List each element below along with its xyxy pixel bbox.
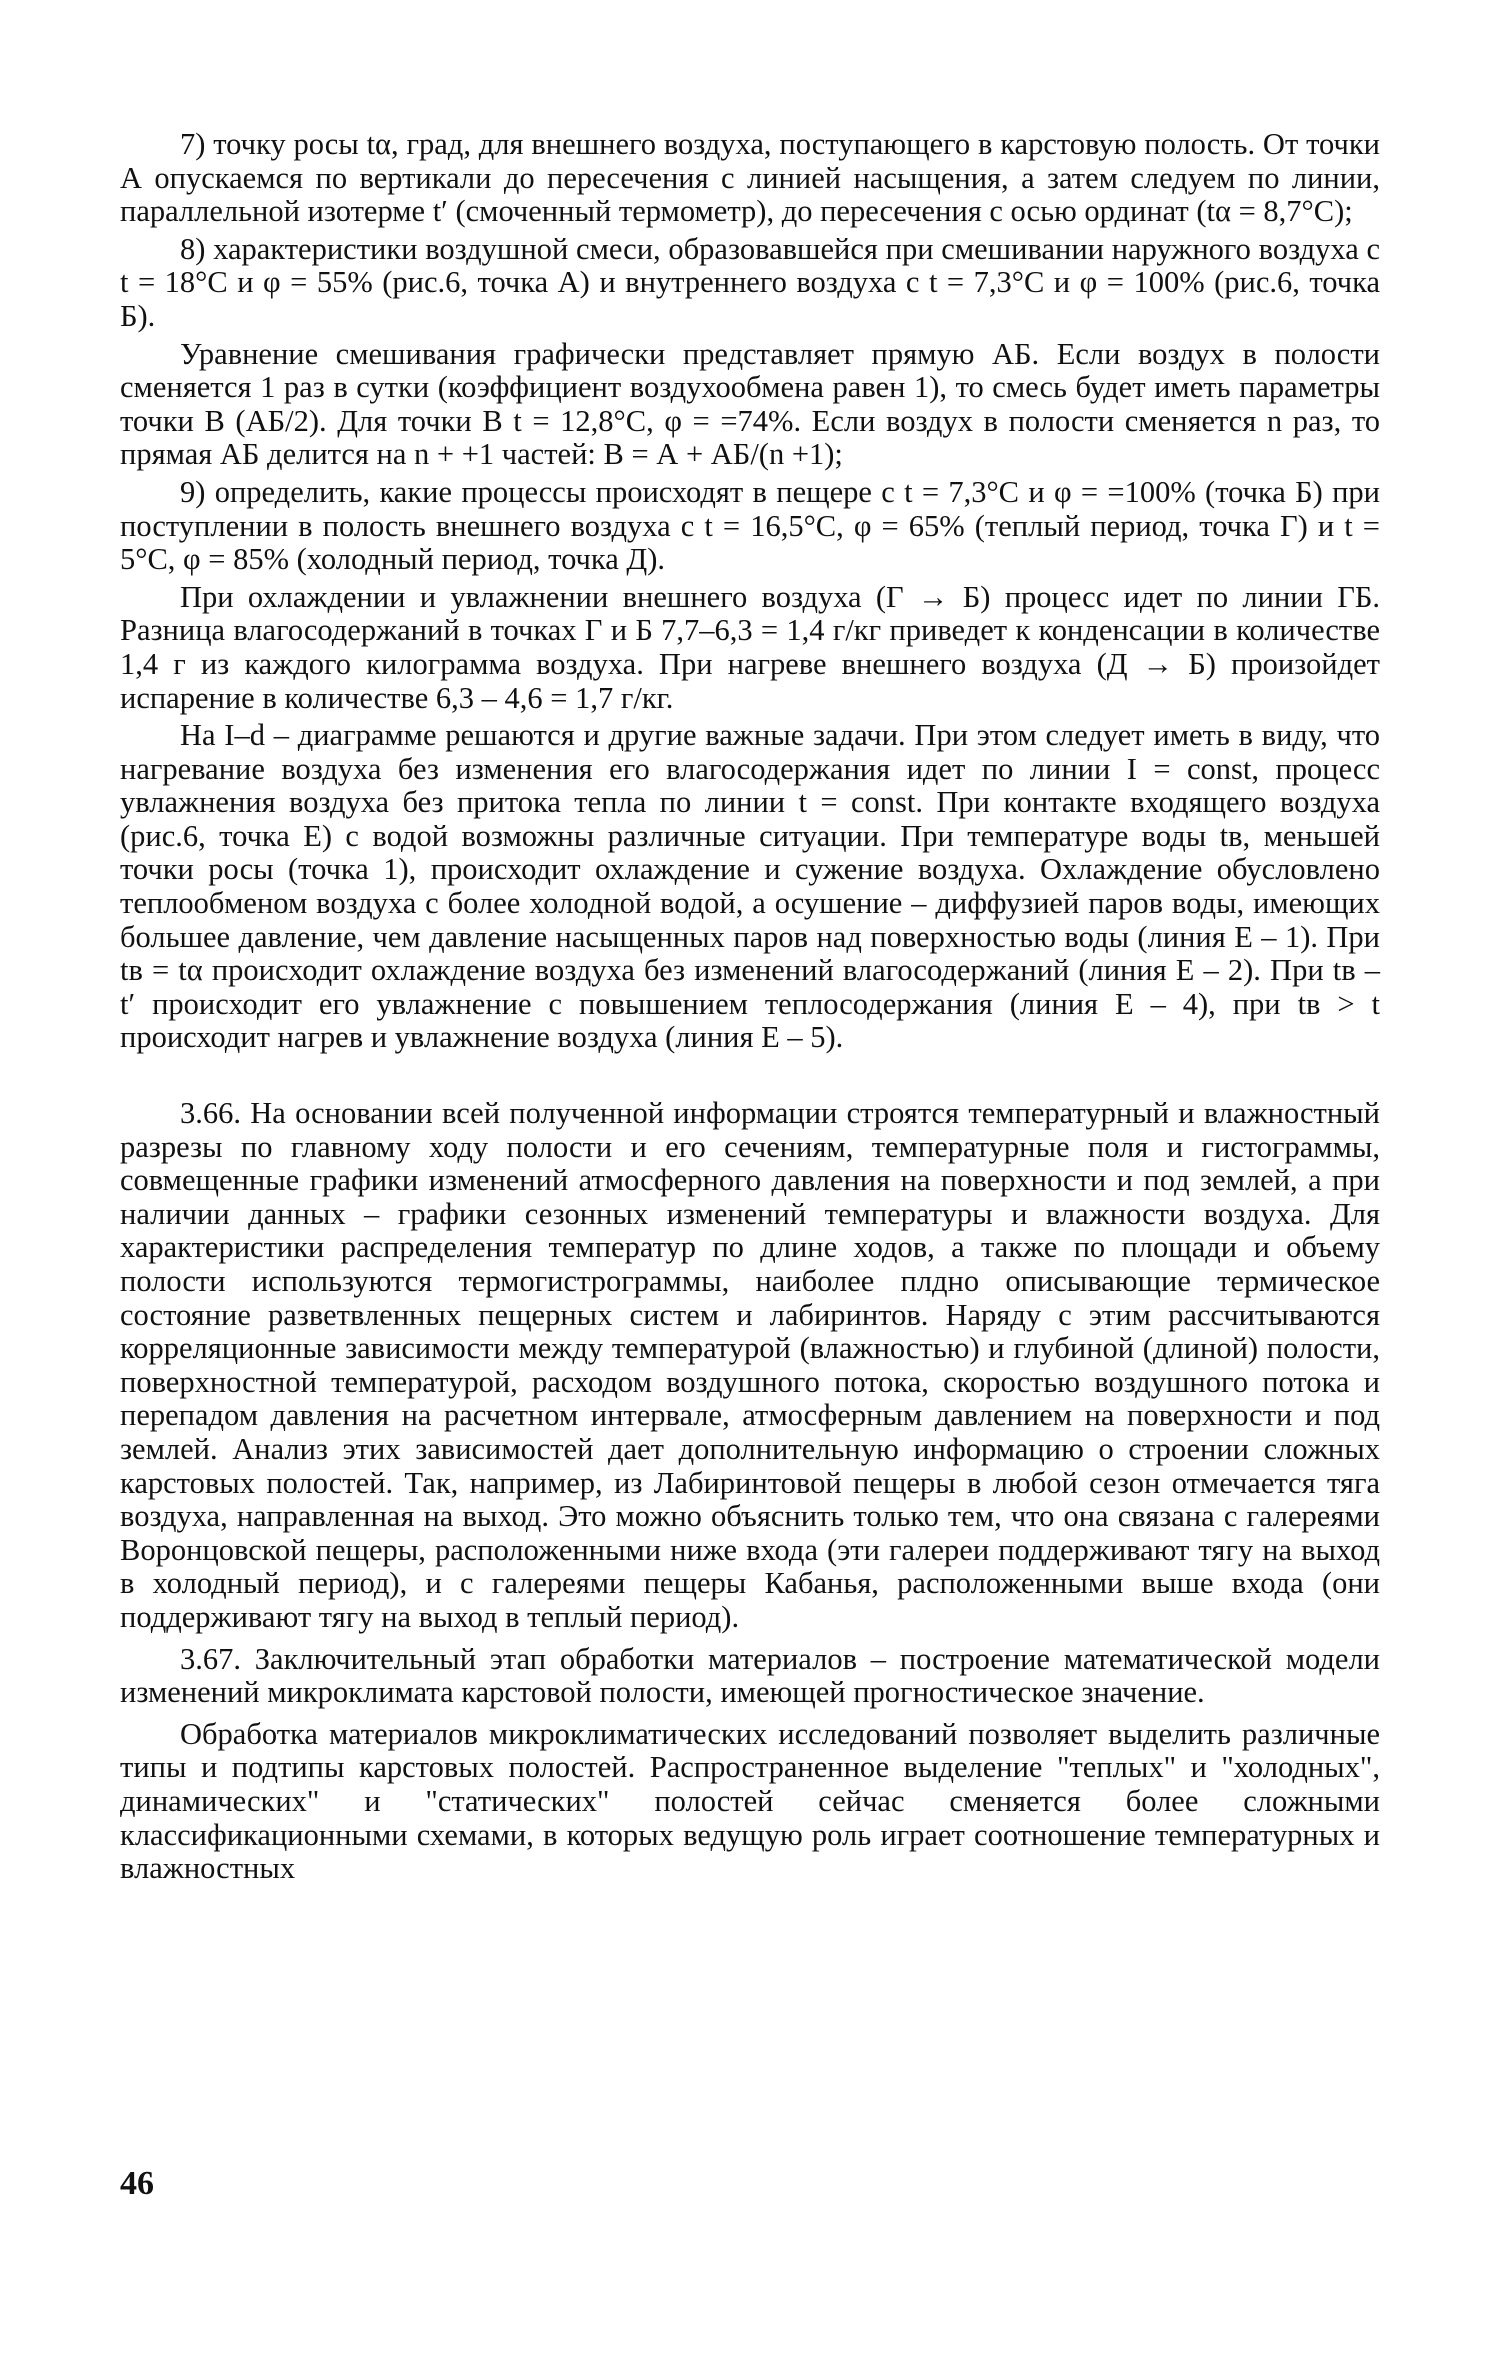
paragraph-dew-point: 7) точку росы tα, град, для внешнего воздуха, поступающего в карстовую полость. От точки А опускаемся по вертикали до пересечения с линией насыщения, а затем следуем по линии, параллельной изотерме t′ (смоченный термометр), до пересечения с осью ординат (tα = 8,7°С); [120,127,1380,229]
paragraph-mixing-equation: Уравнение смешивания графически представляет прямую АБ. Если воздух в полости сменяется 1 раз в сутки (коэффициент воздухообмена равен 1), то смесь будет иметь параметры точки В (АБ/2). Для точки В t = 12,8°С, φ = =74%. Если воздух в полости сменяется n раз, то прямая АБ делится на n + +1 частей: В = А + АБ/(n +1); [120,336,1380,472]
paragraph-section-3-67: 3.67. Заключительный этап обработки материалов – построение математической модели изменений микроклимата карстовой полости, имеющей прогностическое значение. [120,1641,1380,1710]
paragraph-mixture-characteristics: 8) характеристики воздушной смеси, образовавшейся при смешивании наружного воздуха с t = 18°С и φ = 55% (рис.6, точка А) и внутреннего воздуха с t = 7,3°С и φ = 100% (рис.6, точка Б). [120,231,1380,333]
page-number: 46 [120,2165,154,2202]
paragraph-id-diagram: На I–d – диаграмме решаются и другие важные задачи. При этом следует иметь в виду, что нагревание воздуха без изменения его влагосодержания идет по линии I = const, процесс увлажнения воздуха без притока тепла по линии t = const. При контакте входящего воздуха (рис.6, точка Е) с водой возможны различные ситуации. При температуре воды tв, меньшей точки росы (точка 1), происходит охлаждение и сужение воздуха. Охлаждение обусловлено теплообменом воздуха с более холодной водой, а осушение – диффузией паров воды, имеющих большее давление, чем давление насыщенных паров над поверхностью воды (линия Е – 1). При tв = tα происходит охлаждение воздуха без изменений влагосодержаний (линия Е – 2). При tв – t′ происходит его увлажнение с повышением теплосодержания (линия Е – 4), при tв > t происходит нагрев и увлажнение воздуха (линия Е – 5). [120,718,1380,1055]
paragraph-classification: Обработка материалов микроклиматических исследований позволяет выделить различные типы и подтипы карстовых полостей. Распространенное выделение "теплых" и "холодных", динамических" и "статических" полостей сейчас сменяется более сложными классификационными схемами, в которых ведущую роль играет соотношение температурных и влажностных [120,1716,1380,1886]
paragraph-section-3-66: 3.66. На основании всей полученной информации строятся температурный и влажностный разрезы по главному ходу полости и его сечениям, температурные поля и гистограммы, совмещенные графики изменений атмосферного давления на поверхности и под землей, а при наличии данных – графики сезонных изменений температуры и влажности воздуха. Для характеристики распределения температур по длине ходов, а также по площади и объему полости используются термогистрограммы, наиболее плдно описывающие термическое состояние разветвленных пещерных систем и лабиринтов. Наряду с этим рассчитываются корреляционные зависимости между температурой (влажностью) и глубиной (длиной) полости, поверхностной температурой, расходом воздушного потока, скоростью воздушного потока и перепадом давления на расчетном интервале, атмосферным давлением на поверхности и под землей. Анализ этих зависимостей дает дополнительную информацию о строении сложных карстовых полостей. Так, например, из Лабиринтовой пещеры в любой сезон отмечается тяга воздуха, направленная на выход. Это можно объяснить только тем, что она связана с галереями Воронцовской пещеры, расположенными ниже входа (эти галереи поддерживают тягу на выход в холодный период), и с галереями пещеры Кабанья, расположенными выше входа (они поддерживают тягу на выход в теплый период). [120,1096,1380,1634]
paragraph-cave-processes: 9) определить, какие процессы происходят в пещере с t = 7,3°С и φ = =100% (точка Б) при поступлении в полость внешнего воздуха с t = 16,5°С, φ = 65% (теплый период, точка Г) и t = 5°С, φ = 85% (холодный период, точка Д). [120,474,1380,577]
paragraph-cooling-humidification: При охлаждении и увлажнении внешнего воздуха (Г → Б) процесс идет по линии ГБ. Разница влагосодержаний в точках Г и Б 7,7–6,3 = 1,4 г/кг приведет к конденсации в количестве 1,4 г из каждого килограмма воздуха. При нагреве внешнего воздуха (Д → Б) произойдет испарение в количестве 6,3 – 4,6 = 1,7 г/кг. [120,579,1380,715]
page-text [120,128,1380,1890]
